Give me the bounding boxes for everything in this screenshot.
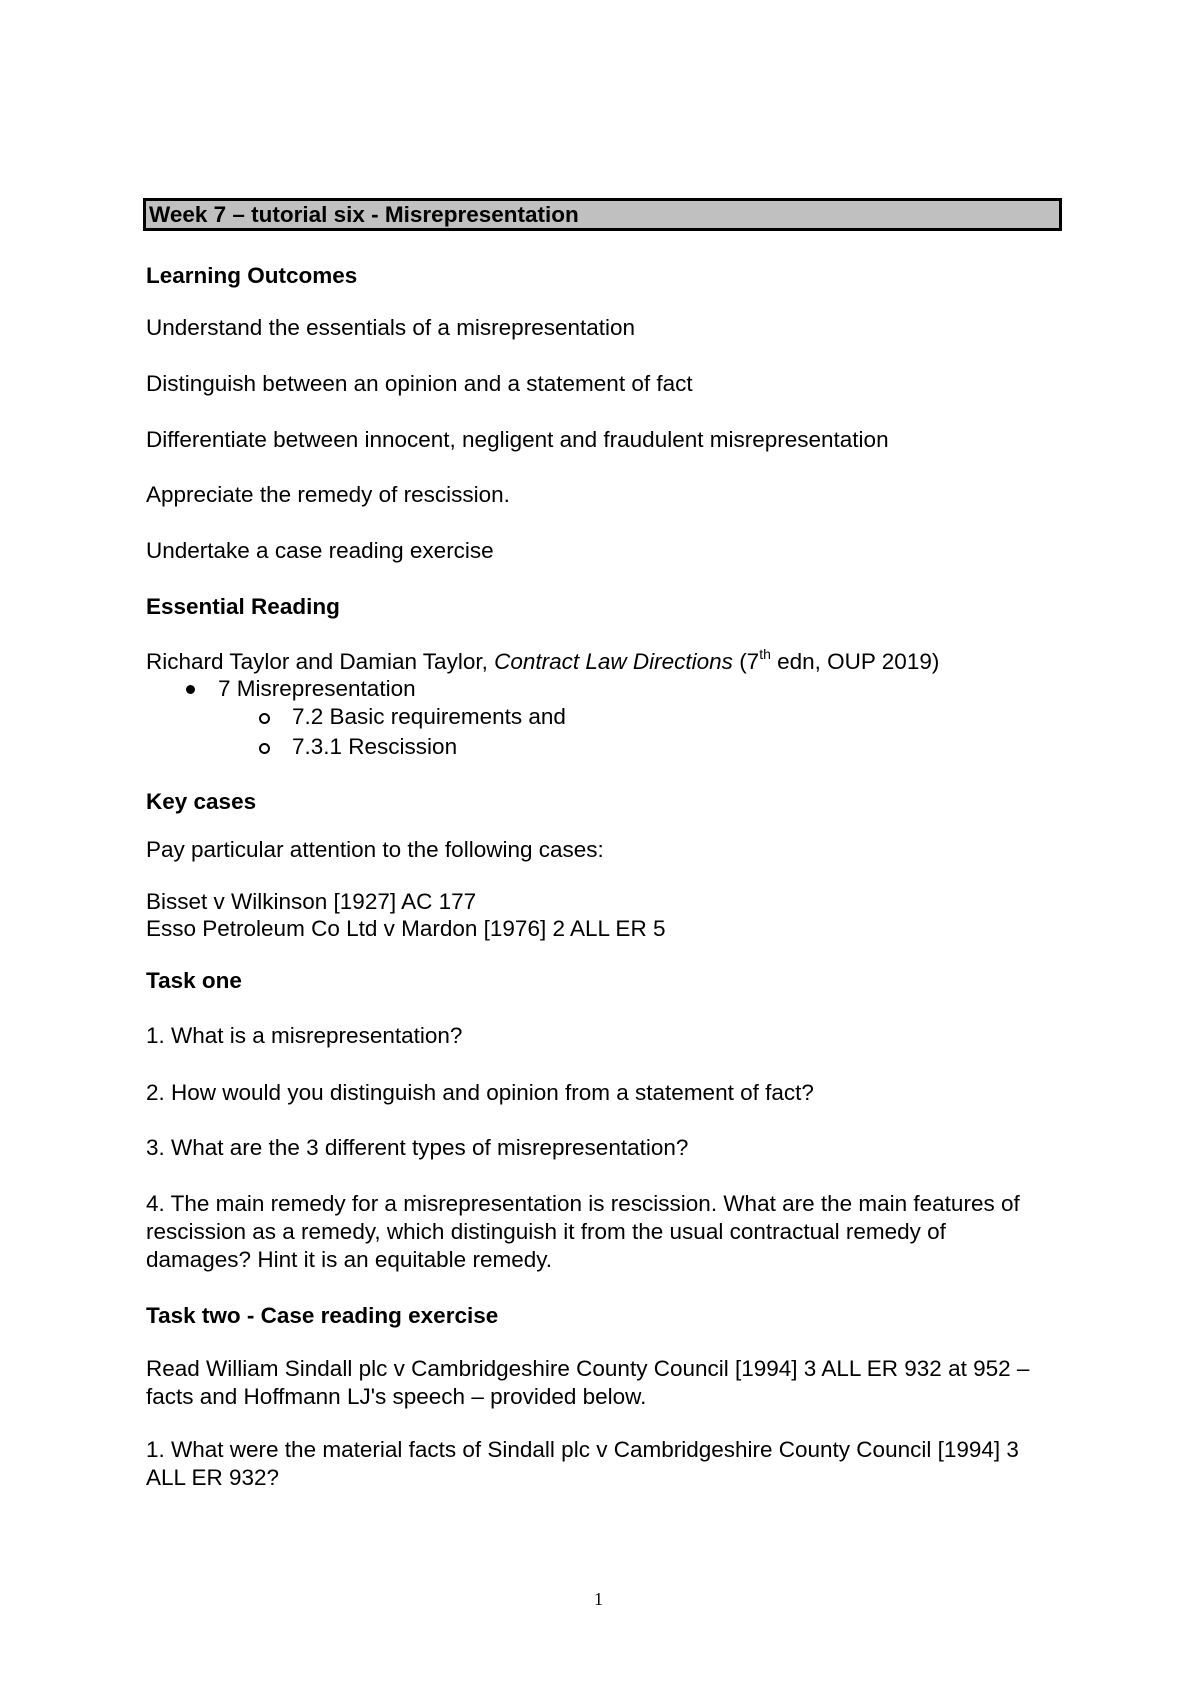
task-one-heading: Task one: [146, 968, 242, 993]
key-case-item: Bisset v Wilkinson [1927] AC 177: [146, 889, 477, 914]
reading-section: 7.3.1 Rescission: [292, 734, 458, 759]
reading-citation: [146, 645, 940, 676]
task-one-question: 1. What is a misrepresentation?: [146, 1023, 463, 1048]
edition-superscript: th: [759, 645, 771, 662]
edition-open: (7: [732, 649, 760, 674]
key-cases-heading: Key cases: [146, 789, 257, 814]
task-one-question: 4. The main remedy for a misrepresentation is rescission. What are the main features of rescission as a remedy, which distinguish it from the usual contractual remedy of damages? Hint it is an equitable remedy.: [146, 1191, 1020, 1272]
essential-reading-heading: Essential Reading: [146, 594, 340, 619]
page-number: 1: [594, 1589, 603, 1609]
bullet-disc-icon: [186, 685, 195, 694]
learning-outcome-item: Undertake a case reading exercise: [146, 538, 494, 563]
task-one-question: 3. What are the 3 different types of misrepresentation?: [146, 1135, 689, 1160]
learning-outcome-item: Differentiate between innocent, negligent and fraudulent misrepresentation: [146, 427, 889, 452]
key-case-item: Esso Petroleum Co Ltd v Mardon [1976] 2 ALL ER 5: [146, 916, 666, 941]
citation-authors: Richard Taylor and Damian Taylor,: [146, 649, 495, 674]
bullet-circle-icon: [259, 713, 270, 724]
task-two-heading: Task two - Case reading exercise: [146, 1303, 499, 1328]
bullet-circle-icon: [259, 743, 270, 754]
learning-outcome-item: Appreciate the remedy of rescission.: [146, 482, 510, 507]
task-two-instruction: Read William Sindall plc v Cambridgeshire County Council [1994] 3 ALL ER 932 at 952 – facts and Hoffmann LJ's speech – provided below.: [146, 1356, 1030, 1409]
book-title: Contract Law Directions: [494, 649, 733, 674]
learning-outcome-item: Understand the essentials of a misrepresentation: [146, 315, 636, 340]
key-cases-intro: Pay particular attention to the following cases:: [146, 837, 604, 862]
reading-section: 7.2 Basic requirements and: [292, 704, 566, 729]
task-one-question: 2. How would you distinguish and opinion from a statement of fact?: [146, 1080, 814, 1105]
task-two-question: 1. What were the material facts of Sindall plc v Cambridgeshire County Council [1994] 3 ALL ER 932?: [146, 1437, 1019, 1490]
learning-outcome-item: Distinguish between an opinion and a statement of fact: [146, 371, 693, 396]
edition-rest: edn, OUP 2019): [770, 649, 940, 674]
reading-chapter: 7 Misrepresentation: [218, 676, 416, 701]
page-title: Week 7 – tutorial six - Misrepresentation: [143, 198, 1062, 231]
learning-outcomes-heading: Learning Outcomes: [146, 263, 358, 288]
